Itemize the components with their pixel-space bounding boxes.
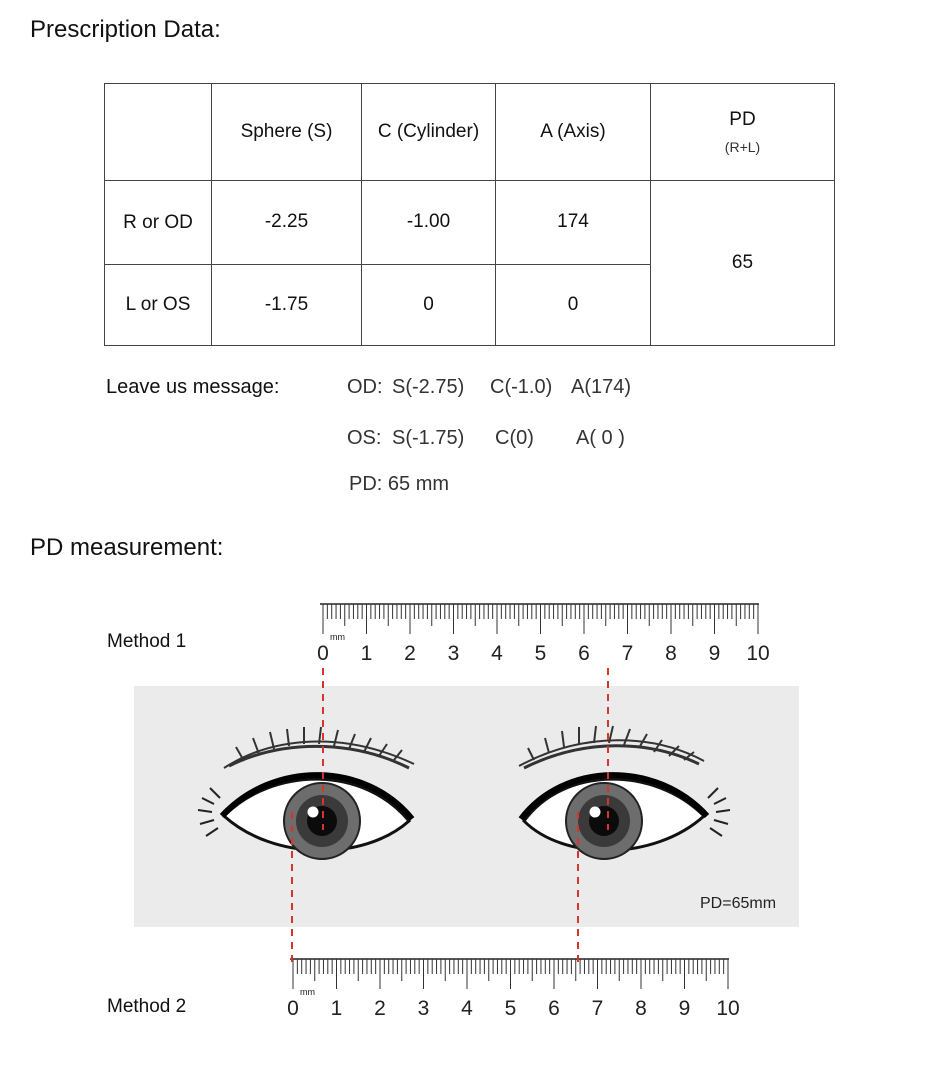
message-od-eye: OD:	[347, 376, 383, 398]
ruler-number: 3	[447, 642, 460, 665]
message-label: Leave us message:	[106, 376, 280, 398]
ruler-number: 1	[330, 997, 343, 1020]
pd-value: 65	[651, 181, 835, 346]
ruler-number: 2	[404, 642, 416, 665]
method-1-label: Method 1	[107, 631, 187, 652]
ruler-number: 3	[417, 997, 430, 1020]
ruler-number: 4	[491, 642, 503, 665]
ruler-number: 8	[635, 997, 647, 1020]
od-axis-value: 174	[496, 181, 651, 265]
method-2-label: Method 2	[107, 996, 187, 1017]
ruler-number: 8	[665, 642, 677, 665]
ruler-number: 7	[621, 642, 634, 665]
header-pd-note: (R+L)	[724, 139, 761, 155]
ruler-bottom-unit: mm	[300, 987, 315, 997]
ruler-number: 1	[360, 642, 373, 665]
row-label-od: R or OD	[105, 181, 212, 265]
header-cylinder: C (Cylinder)	[362, 84, 496, 181]
header-sphere: Sphere (S)	[212, 84, 362, 181]
od-cylinder-value: -1.00	[362, 181, 496, 265]
ruler-number: 0	[287, 997, 299, 1020]
ruler-number: 7	[591, 997, 604, 1020]
message-pd: PD: 65 mm	[349, 473, 450, 495]
header-axis: A (Axis)	[496, 84, 651, 181]
message-od-cylinder: C(-1.0)	[490, 376, 553, 398]
ruler-number: 9	[678, 997, 691, 1020]
message-os-sphere: S(-1.75)	[392, 427, 465, 449]
ruler-number: 0	[317, 642, 329, 665]
pd-measurement-title: PD measurement:	[30, 534, 224, 561]
ruler-number: 2	[374, 997, 386, 1020]
ruler-number: 5	[534, 642, 547, 665]
ruler-number: 6	[548, 997, 560, 1020]
os-axis-value: 0	[496, 265, 651, 346]
ruler-top-unit: mm	[330, 632, 345, 642]
od-sphere-value: -2.25	[212, 181, 362, 265]
message-os-cylinder: C(0)	[495, 427, 534, 449]
prescription-title: Prescription Data:	[30, 16, 221, 43]
os-cylinder-value: 0	[362, 265, 496, 346]
ruler-number: 9	[708, 642, 721, 665]
os-sphere-value: -1.75	[212, 265, 362, 346]
ruler-number: 10	[746, 642, 770, 665]
header-pd-label: PD	[729, 109, 756, 130]
ruler-number: 6	[578, 642, 590, 665]
ruler-number: 4	[461, 997, 473, 1020]
pd-result-label: PD=65mm	[700, 895, 777, 912]
ruler-number: 5	[504, 997, 517, 1020]
row-label-os: L or OS	[105, 265, 212, 346]
message-od-axis: A(174)	[571, 376, 632, 398]
message-od-sphere: S(-2.75)	[392, 376, 465, 398]
ruler-number: 10	[716, 997, 740, 1020]
message-os-axis: A( 0 )	[576, 427, 625, 449]
message-os-eye: OS:	[347, 427, 382, 449]
